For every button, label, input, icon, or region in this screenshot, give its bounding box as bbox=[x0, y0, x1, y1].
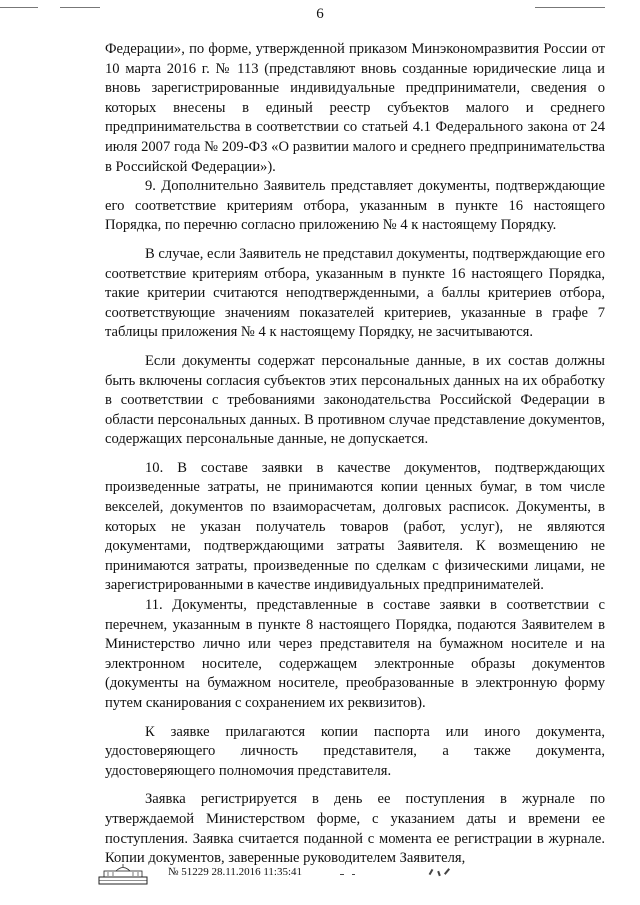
scan-artifact-line bbox=[535, 7, 605, 8]
registration-number: № 51229 28.11.2016 11:35:41 bbox=[168, 866, 303, 878]
paragraph: Если документы содержат персональные данные, в их состав должны быть включены согласия субъектов этих персональных данных на их обработку в соответствии с требованиями законодательства Российской Федерации в области персональных данных. В противном случае представление документов, содержащих персональные данные, не допускается. bbox=[105, 352, 605, 448]
paragraph: Федерации», по форме, утвержденной приказом Минэкономразвития России от 10 марта 2016 г. № 113 (представляют вновь созданные юридические лица и вновь зарегистрированные индивидуальные предприниматели, сведения о которых внесены в единый реестр субъектов малого и среднего предпринимательства в соответствии со статьей 4.1 Федерального закона от 24 июля 2007 года № 209-ФЗ «О развитии малого и среднего предпринимательства в Российской Федерации»). bbox=[105, 41, 605, 175]
paragraph: 10. В составе заявки в качестве документов, подтверждающих произведенные затраты, не принимаются копии ценных бумаг, в том числе векселей, документов по взаиморасчетам, долговых расписок. Документы, в которых не указан получатель товаров (работ, услуг), не являются документами, подтверждающими затраты Заявителя. К возмещению не принимаются затраты, произведенные по сделкам с физическими лицами, не зарегистрированными в качестве индивидуальных предпринимателей. bbox=[105, 459, 605, 594]
registry-stamp-icon bbox=[98, 863, 148, 885]
scan-artifact bbox=[340, 874, 344, 875]
paragraph: К заявке прилагаются копии паспорта или иного документа, удостоверяющего личность представителя, а также документа, удостоверяющего полномочия представителя. bbox=[105, 723, 605, 779]
document-footer bbox=[80, 859, 600, 889]
page-number: 6 bbox=[316, 6, 324, 22]
paragraph: 9. Дополнительно Заявитель представляет документы, подтверждающие его соответствие критериям отбора, указанным в пункте 16 настоящего Порядка, по перечню согласно приложению № 4 к настоящему Порядку. bbox=[105, 178, 605, 234]
paragraph: 11. Документы, представленные в составе заявки в соответствии с перечнем, указанным в пункте 8 настоящего Порядка, подаются Заявителем в Министерство лично или через представителя на бумажном носителе и на электронном носителе, содержащем электронные образы документов (документы на бумажном носителе, преобразованные в электронную форму путем сканирования с сохранением их реквизитов). bbox=[105, 597, 605, 711]
paragraph: В случае, если Заявитель не представил документы, подтверждающие его соответствие критериям отбора, указанным в пункте 16 настоящего Порядка, такие критерии считаются неподтвержденными, а баллы критериев отбора, соответствующие значениям показателей критериев, указанные в графе 7 таблицы приложения № 4 к настоящему Порядку, не засчитываются. bbox=[105, 245, 605, 341]
scan-artifact bbox=[437, 871, 441, 876]
scan-artifact bbox=[429, 869, 434, 875]
paragraph: Заявка регистрируется в день ее поступления в журнале по утверждаемой Министерством форме, с указанием даты и времени ее поступления. Заявка считается поданной с момента ее регистрации в журнале. Копии документов, заверенные руководителем Заявителя, bbox=[105, 791, 605, 867]
scan-artifact bbox=[444, 868, 450, 875]
scan-artifact bbox=[352, 874, 355, 875]
document-body bbox=[105, 40, 605, 869]
